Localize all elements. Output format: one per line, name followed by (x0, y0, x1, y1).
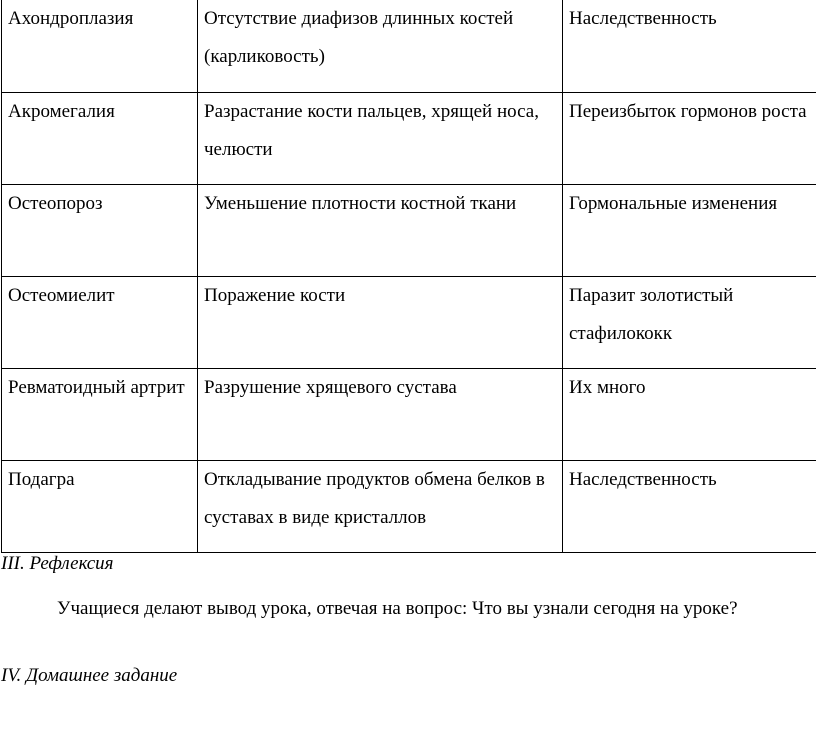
symptom-cell: Разрушение хрящевого сустава (198, 368, 563, 460)
cause-cell: Их много (563, 368, 816, 460)
cause-cell (563, 276, 816, 368)
disease-name-cell: Остеопороз (2, 184, 198, 276)
cause-cell: Гормональные изменения (563, 184, 816, 276)
table-row (2, 460, 816, 552)
cause-text: Переизбыток гормонов роста (569, 100, 807, 122)
symptom-cell: Уменьшение плотности костной ткани (198, 184, 563, 276)
disease-name-cell: Ревматоидный артрит (2, 368, 198, 460)
reflection-heading: III. Рефлексия (1, 553, 114, 574)
diseases-table (1, 0, 816, 553)
disease-name-cell: Акромегалия (2, 92, 198, 184)
reflection-paragraph: Учащиеся делают вывод урока, отвечая на вопрос: Что вы узнали сегодня на уроке? (57, 598, 738, 619)
symptom-cell: Поражение кости (198, 276, 563, 368)
table-row (2, 92, 816, 184)
disease-name-cell: Подагра (2, 460, 198, 552)
symptom-cell: Отсутствие диафизов длинных костей (карликовость) (198, 0, 563, 92)
cause-cell (563, 92, 816, 184)
table-row (2, 184, 816, 276)
table-row (2, 368, 816, 460)
symptom-cell: Откладывание продуктов обмена белков в суставах в виде кристаллов (198, 460, 563, 552)
cause-cell: Наследственность (563, 0, 816, 92)
homework-heading: IV. Домашнее задание (1, 665, 178, 686)
table-row (2, 276, 816, 368)
cause-text: Паразит золотистый стафилококк (569, 284, 734, 344)
cause-cell: Наследственность (563, 460, 816, 552)
symptom-cell: Разрастание кости пальцев, хрящей носа, челюсти (198, 92, 563, 184)
table-row (2, 0, 816, 92)
disease-name-cell: Ахондроплазия (2, 0, 198, 92)
disease-name-cell: Остеомиелит (2, 276, 198, 368)
